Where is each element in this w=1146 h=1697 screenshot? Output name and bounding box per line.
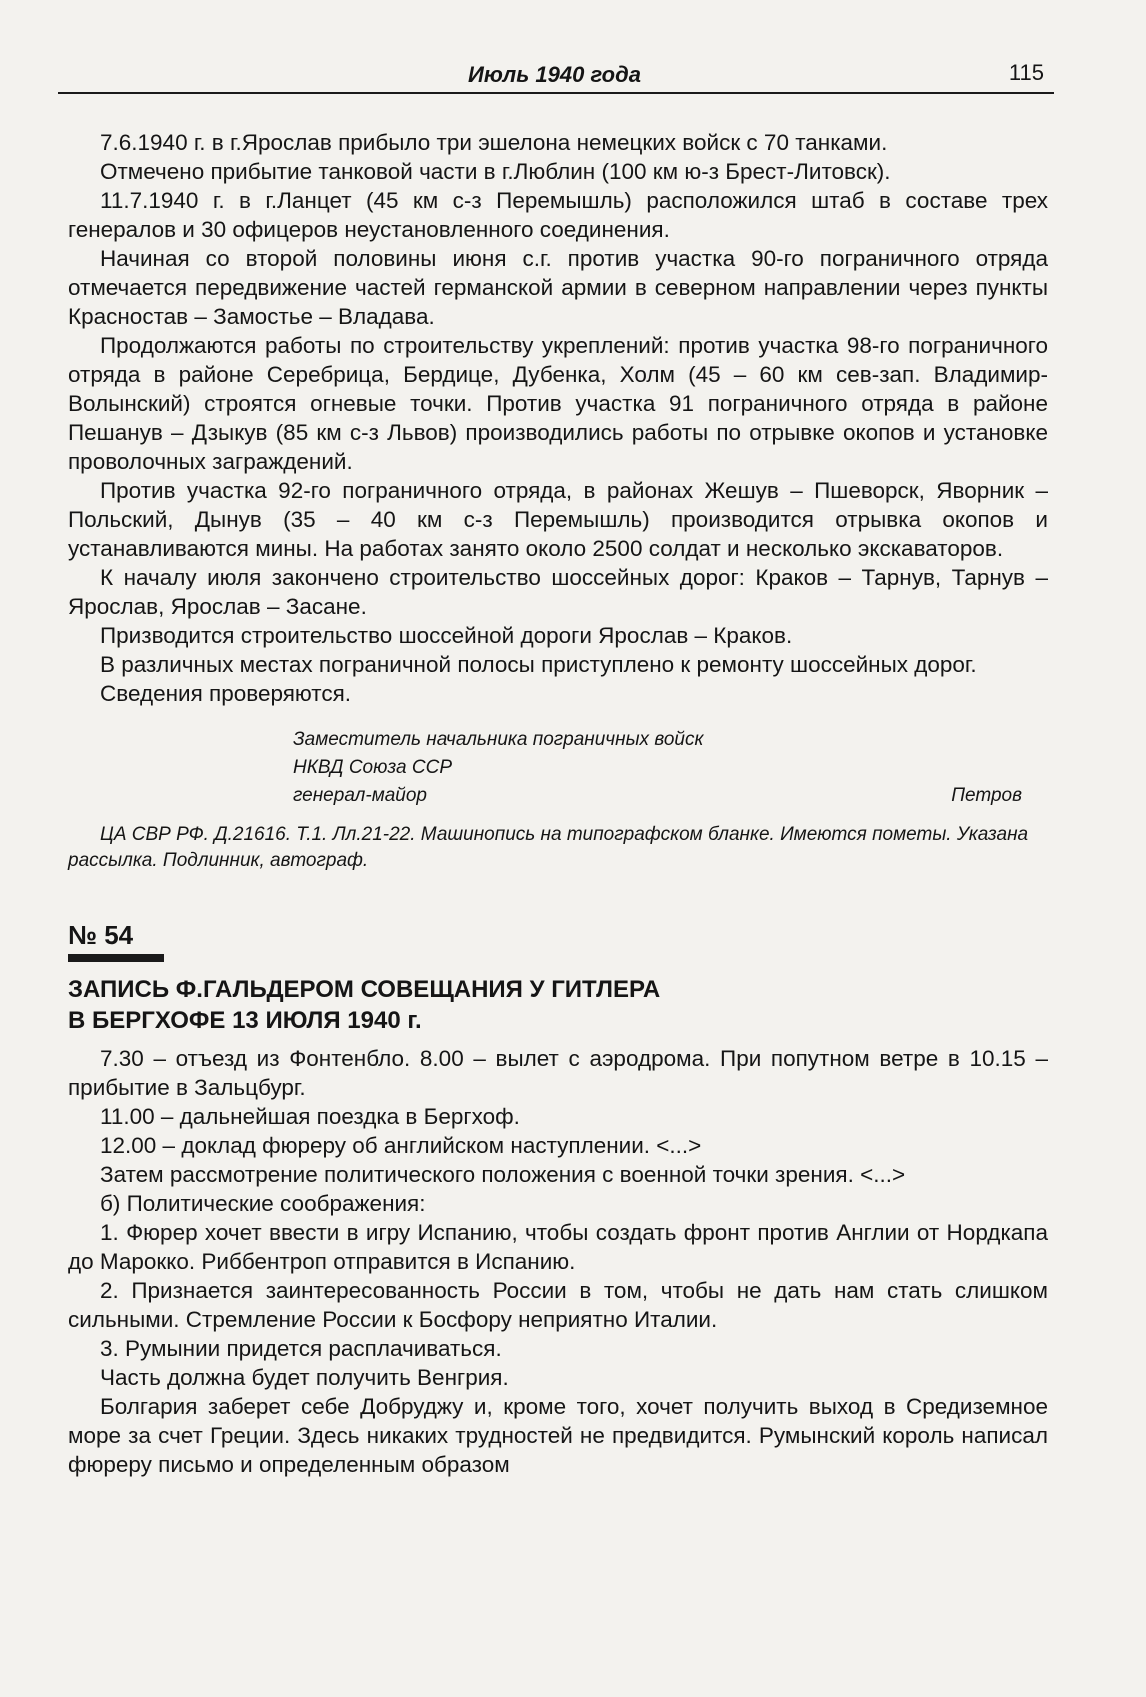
paragraph: 1. Фюрер хочет ввести в игру Испанию, чтобы создать фронт против Англии от Нордкапа до Марокко. Риббентроп отправится в Испанию. bbox=[68, 1220, 1048, 1274]
paragraph: Отмечено прибытие танковой части в г.Люблин (100 км ю-з Брест-Литовск). bbox=[100, 159, 891, 184]
paragraph: Сведения проверяются. bbox=[100, 681, 352, 706]
document-title-line: ЗАПИСЬ Ф.ГАЛЬДЕРОМ СОВЕЩАНИЯ У ГИТЛЕРА bbox=[68, 976, 661, 1003]
paragraph: Продолжаются работы по строительству укреплений: против участка 98-го пограничного отряда в районе Серебрица, Бердице, Дубенка, Холм (45 – 60 км сев-зап. Владимир-Волынский) строятся огневые точки. Против участка 91 пограничного отряда в районе Пешанув – Дзыкув (85 км с-з Львов) производились работы по отрывке окопов и установке проволочных заграждений. bbox=[68, 333, 1048, 474]
paragraph: 7.6.1940 г. в г.Ярослав прибыло три эшелона немецких войск с 70 танками. bbox=[100, 130, 888, 155]
archival-note: ЦА СВР РФ. Д.21616. Т.1. Лл.21-22. Машинопись на типографском бланке. Имеются пометы. Указана рассылка. Подлинник, автограф. bbox=[68, 824, 1029, 871]
signature-rank: генерал-майор bbox=[293, 785, 428, 806]
paragraph: Затем рассмотрение политического положения с военной точки зрения. <...> bbox=[100, 1162, 906, 1187]
document-number: № 54 bbox=[68, 920, 134, 950]
document-title bbox=[68, 974, 1048, 1036]
paragraph: 11.7.1940 г. в г.Ланцет (45 км с-з Перемышль) расположился штаб в составе трех генералов и 30 офицеров неустановленного соединения. bbox=[68, 188, 1048, 242]
paragraph: Часть должна будет получить Венгрия. bbox=[100, 1365, 509, 1390]
paragraph: 11.00 – дальнейшая поездка в Бергхоф. bbox=[100, 1104, 520, 1129]
running-header bbox=[58, 52, 1054, 94]
paragraph: 3. Румынии придется расплачиваться. bbox=[100, 1336, 502, 1361]
signature-position: Заместитель начальника пограничных войск bbox=[293, 729, 704, 750]
signature-organization: НКВД Союза ССР bbox=[293, 757, 452, 778]
paragraph: б) Политические соображения: bbox=[100, 1191, 426, 1216]
paragraph: 7.30 – отъезд из Фонтенбло. 8.00 – вылет с аэродрома. При попутном ветре в 10.15 – прибытие в Зальцбург. bbox=[68, 1046, 1048, 1100]
running-title: Июль 1940 года bbox=[468, 62, 641, 87]
page-body bbox=[68, 128, 1048, 1479]
document-number-underline bbox=[68, 954, 164, 962]
signature-name: Петров bbox=[951, 785, 1022, 806]
paragraph: Начиная со второй половины июня с.г. против участка 90-го пограничного отряда отмечается передвижение частей германской армии в северном направлении через пункты Красностав – Замостье – Владава. bbox=[68, 246, 1048, 329]
paragraph: 12.00 – доклад фюреру об английском наступлении. <...> bbox=[100, 1133, 702, 1158]
paragraph: Призводится строительство шоссейной дороги Ярослав – Краков. bbox=[100, 623, 793, 648]
paragraph: 2. Признается заинтересованность России в том, чтобы не дать нам стать слишком сильными. Стремление России к Босфору неприятно Италии. bbox=[68, 1278, 1048, 1332]
paragraph: Против участка 92-го пограничного отряда, в районах Жешув – Пшеворск, Яворник – Польский, Дынув (35 – 40 км с-з Перемышль) производится отрывка окопов и устанавливаются мины. На работах занято около 2500 солдат и несколько экскаваторов. bbox=[68, 478, 1048, 561]
signature-block bbox=[68, 726, 1048, 822]
page-number: 115 bbox=[1008, 60, 1044, 85]
paragraph: В различных местах пограничной полосы приступлено к ремонту шоссейных дорог. bbox=[100, 652, 977, 677]
paragraph: Болгария заберет себе Добруджу и, кроме того, хочет получить выход в Средиземное море за счет Греции. Здесь никаких трудностей не предвидится. Румынский король написал фюреру письмо и определенным образом bbox=[68, 1394, 1048, 1477]
document-title-line: В БЕРГХОФЕ 13 ИЮЛЯ 1940 г. bbox=[68, 1007, 422, 1034]
paragraph: К началу июля закончено строительство шоссейных дорог: Краков – Тарнув, Тарнув – Ярослав, Ярослав – Засане. bbox=[68, 565, 1048, 619]
